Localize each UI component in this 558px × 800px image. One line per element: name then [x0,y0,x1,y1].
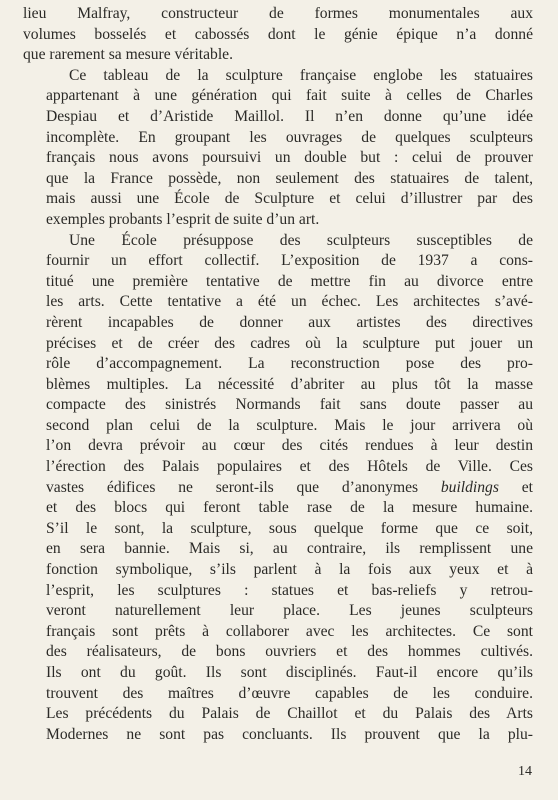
text-line: que la France possède, non seulement des statuaires de talent, [46,169,533,187]
text-line: titué une première tentative de mettre fin au divorce entre [46,272,533,290]
text-line: l’esprit, les sculptures : statues et bas-reliefs y retrou- [46,581,533,599]
text-line: rèrent incapables de donner aux artistes des directives [46,313,533,331]
text-line: l’on devra prévoir au cœur des cités rendues à leur destin [46,437,533,455]
text-line: rôle d’accompagnement. La reconstruction pose des pro- [46,355,533,373]
text-line: des réalisateurs, de bons ouvriers et des hommes cultivés. [46,643,533,661]
text-line: les arts. Cette tentative a été un échec. Les architectes s’avé- [46,293,533,311]
text-line: Ils ont du goût. Ils sont disciplinés. Faut-il encore qu’ils [46,664,533,681]
text-line: exemples probants l’esprit de suite d’un art. [46,210,320,228]
text-line: lieu Malfray, constructeur de formes monumentales aux [23,5,533,22]
text-line: que rarement sa mesure véritable. [23,46,233,64]
text-line: et des blocs qui feront table rase de la mesure humaine. [46,499,533,517]
text-line: français sont prêts à collaborer avec les architectes. Ce sont [46,622,533,640]
text-line: Modernes ne sont pas concluants. Ils prouvent que la plu- [46,725,533,743]
text-line: volumes bosselés et cabossés dont le génie épique n’a donné [23,25,533,43]
text-line: appartenant à une génération qui fait suite à celles de Charles [46,87,533,105]
page-number: 14 [518,764,532,779]
text-line: fonction symbolique, s’ils parlent à la fois aux yeux et à [46,561,533,579]
text-line: compacte des sinistrés Normands fait sans doute passer au [46,396,533,414]
text-line: Une École présuppose des sculpteurs susceptibles de [69,231,533,249]
text-line: précises et de créer des cadres où la sculpture put jouer un [46,334,533,352]
text-line: mais aussi une École de Sculpture et celui d’illustrer par des [46,190,533,208]
text-line: Les précédents du Palais de Chaillot et du Palais des Arts [46,705,533,723]
body-text [23,4,533,745]
text-line: trouvent des maîtres d’œuvre capables de les conduire. [46,684,533,702]
text-line-with-italic: vastes édifices ne seront-ils que d’anonymes buildings et [46,478,533,496]
text-line: Ce tableau de la sculpture française englobe les statuaires [69,66,533,84]
paragraph-2 [23,66,533,231]
text-line: fournir un effort collectif. L’exposition de 1937 a cons- [46,252,533,270]
text-line: second plan celui de la sculpture. Mais le jour arrivera où [46,416,533,434]
text-line: Despiau et d’Aristide Maillol. Il n’en donne qu’une idée [46,107,533,125]
text-fragment: vastes édifices ne seront-ils que d’anonymes [46,478,441,496]
text-line: veront naturellement leur place. Les jeunes sculpteurs [46,602,533,620]
text-line: français nous avons poursuivi un double but : celui de prouver [46,149,533,167]
italic-word: buildings [440,478,499,496]
text-line: en sera bannie. Mais si, au contraire, ils remplissent une [46,540,533,558]
text-line: blèmes multiples. La nécessité d’abriter au plus tôt la masse [46,375,533,393]
text-line: l’érection des Palais populaires et des Hôtels de Ville. Ces [46,458,533,476]
text-line: S’il le sont, la sculpture, sous quelque forme que ce soit, [46,519,533,537]
text-line: incomplète. En groupant les ouvrages de quelques sculpteurs [46,128,533,146]
paragraph-3 [23,231,533,746]
paragraph-1 [23,4,533,66]
